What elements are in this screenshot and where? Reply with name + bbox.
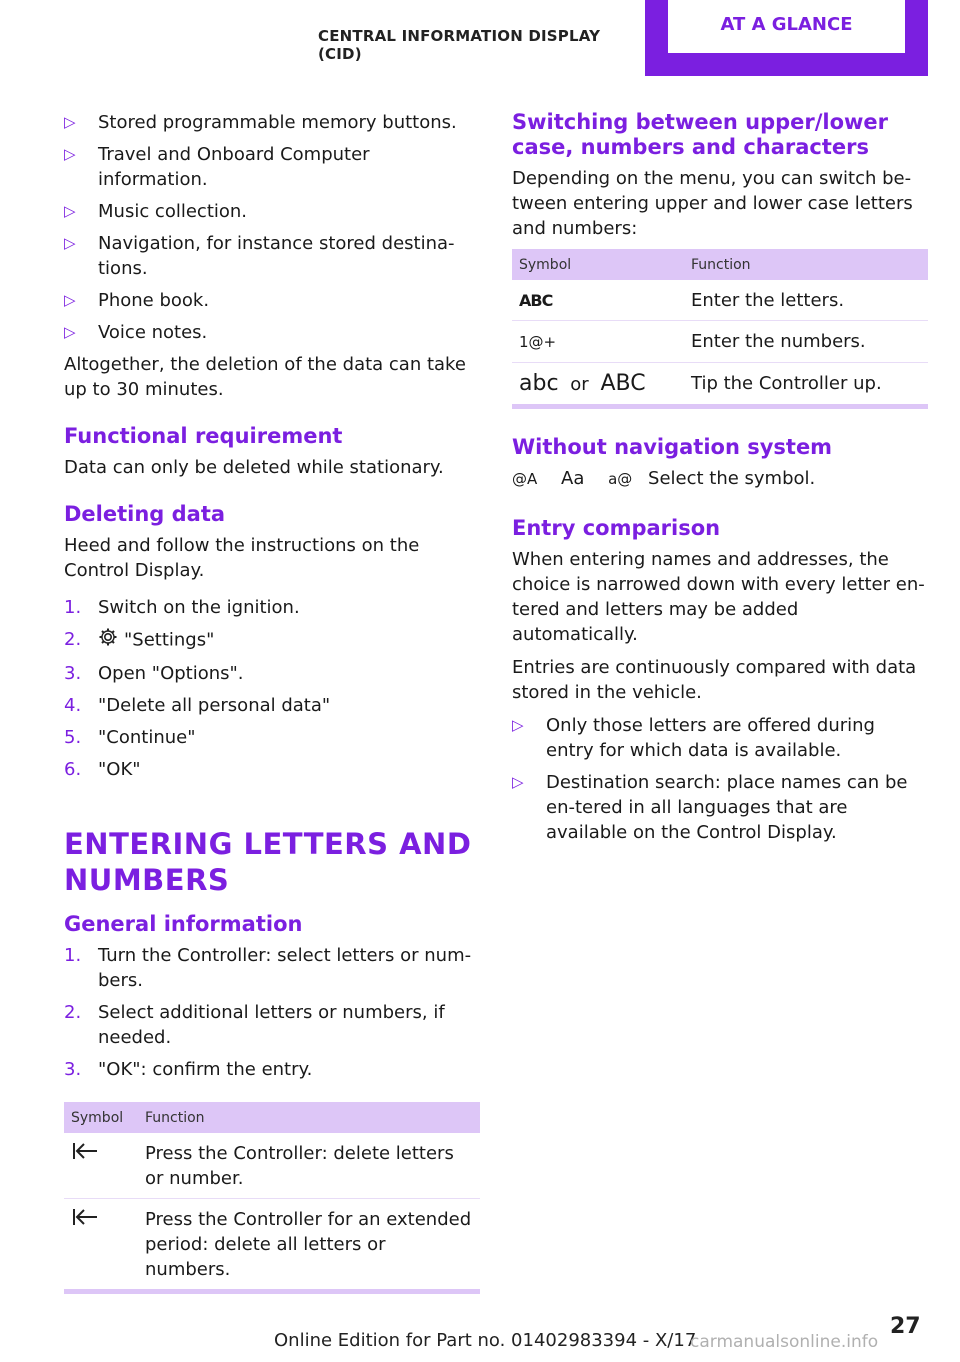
triangle-bullet-icon: ▷ bbox=[64, 291, 76, 309]
page-number: 27 bbox=[890, 1314, 921, 1339]
list-item: ▷ Navigation, for instance stored destina-tions. bbox=[64, 233, 455, 279]
switching-text: Depending on the menu, you can switch be-tween entering upper and lower case letters and numbers: bbox=[512, 168, 913, 239]
step-item: 1. Switch on the ignition. bbox=[64, 597, 300, 618]
section-title: CENTRAL INFORMATION DISPLAY (CID) bbox=[318, 27, 601, 63]
table-header-symbol: Symbol bbox=[64, 1102, 138, 1133]
step-item: 4. "Delete all personal data" bbox=[64, 695, 331, 716]
triangle-bullet-icon: ▷ bbox=[512, 773, 524, 791]
watermark: carmanualsonline.info bbox=[690, 1332, 879, 1352]
case-symbol-table bbox=[512, 249, 928, 404]
table-cell-function: Press the Controller: delete letters or number. bbox=[138, 1133, 480, 1199]
backspace-arrow-icon bbox=[71, 1141, 99, 1168]
list-item: ▷ Destination search: place names can be en-tered in all languages that are available on the Control Display. bbox=[512, 772, 908, 843]
list-item: ▷ Music collection. bbox=[64, 201, 248, 222]
entering-steps bbox=[64, 943, 480, 1082]
table-end-rule bbox=[512, 404, 928, 409]
list-item: ▷ Only those letters are offered during entry for which data is available. bbox=[512, 715, 875, 761]
table-cell-function: Enter the letters. bbox=[684, 280, 928, 321]
table-header-symbol: Symbol bbox=[512, 249, 684, 280]
lowercase-mode-icon: abc bbox=[519, 371, 559, 396]
table-header-function: Function bbox=[684, 249, 928, 280]
triangle-bullet-icon: ▷ bbox=[64, 113, 76, 131]
step-item: 2. Select additional letters or numbers, if needed. bbox=[64, 1002, 445, 1048]
left-column bbox=[64, 110, 480, 1294]
deleting-data-text: Heed and follow the instructions on the Control Display. bbox=[64, 535, 420, 581]
chapter-tab[interactable]: AT A GLANCE bbox=[668, 0, 905, 53]
entry-comparison-list bbox=[512, 713, 928, 845]
triangle-bullet-icon: ▷ bbox=[64, 145, 76, 163]
deleting-steps bbox=[64, 595, 480, 782]
triangle-bullet-icon: ▷ bbox=[512, 716, 524, 734]
letters-mode-icon: ABC bbox=[519, 291, 553, 310]
entry-comparison-p1: When entering names and addresses, the choice is narrowed down with every letter en-tered and letters may be added automatically. bbox=[512, 549, 925, 645]
gear-icon bbox=[98, 627, 118, 654]
switching-heading: Switching between upper/lower case, numbers and characters bbox=[512, 110, 889, 159]
deletion-note: Altogether, the deletion of the data can take up to 30 minutes. bbox=[64, 354, 466, 400]
numbers-mode-icon: 1@+ bbox=[519, 333, 557, 351]
backspace-arrow-icon bbox=[71, 1207, 99, 1234]
functional-requirement-text: Data can only be deleted while stationary. bbox=[64, 457, 444, 478]
table-header-function: Function bbox=[138, 1102, 480, 1133]
table-end-rule bbox=[64, 1289, 480, 1294]
step-item: 3. "OK": confirm the entry. bbox=[64, 1059, 313, 1080]
step-item: 2. "Settings" bbox=[64, 627, 480, 654]
table-cell-function: Press the Controller for an extended period: delete all letters or numbers. bbox=[145, 1209, 472, 1280]
uppercase-lowercase-icon: Aa bbox=[561, 468, 585, 489]
delete-symbol-table bbox=[64, 1102, 480, 1289]
list-item: ▷ Travel and Onboard Computer information. bbox=[64, 144, 370, 190]
functional-requirement-heading: Functional requirement bbox=[64, 424, 343, 448]
list-item: ▷ Stored programmable memory buttons. bbox=[64, 112, 457, 133]
without-navigation-heading: Without navigation system bbox=[512, 435, 833, 459]
uppercase-mode-icon: ABC bbox=[600, 371, 646, 396]
entry-comparison-p2: Entries are continuously compared with data stored in the vehicle. bbox=[512, 657, 917, 703]
deleting-data-heading: Deleting data bbox=[64, 502, 226, 526]
select-symbol-text: Select the symbol. bbox=[648, 468, 816, 489]
triangle-bullet-icon: ▷ bbox=[64, 202, 76, 220]
at-uppercase-icon: @A bbox=[512, 470, 538, 488]
edition-footer: Online Edition for Part no. 01402983394 - X/17 bbox=[274, 1330, 697, 1351]
table-row: abc or ABC Tip the Controller up. bbox=[512, 363, 928, 405]
step-item: 6. "OK" bbox=[64, 759, 141, 780]
table-row bbox=[512, 321, 928, 363]
without-navigation-line bbox=[512, 466, 928, 492]
general-information-heading: General information bbox=[64, 912, 303, 936]
table-row bbox=[64, 1133, 480, 1199]
table-cell-function: Tip the Controller up. bbox=[691, 373, 882, 394]
step-item: 1. Turn the Controller: select letters or num-bers. bbox=[64, 945, 472, 991]
lowercase-at-icon: a@ bbox=[608, 470, 633, 488]
step-item: 5. "Continue" bbox=[64, 727, 196, 748]
table-cell-function: Enter the numbers. bbox=[684, 321, 928, 363]
list-item: ▷ Voice notes. bbox=[64, 322, 208, 343]
table-row bbox=[64, 1199, 480, 1290]
data-bullet-list bbox=[64, 110, 480, 345]
entering-heading: ENTERING LETTERS AND NUMBERS bbox=[64, 827, 472, 897]
table-row bbox=[512, 280, 928, 321]
step-item: 3. Open "Options". bbox=[64, 663, 244, 684]
entry-comparison-heading: Entry comparison bbox=[512, 516, 721, 540]
list-item: ▷ Phone book. bbox=[64, 290, 210, 311]
triangle-bullet-icon: ▷ bbox=[64, 323, 76, 341]
triangle-bullet-icon: ▷ bbox=[64, 234, 76, 252]
right-column bbox=[512, 110, 928, 852]
